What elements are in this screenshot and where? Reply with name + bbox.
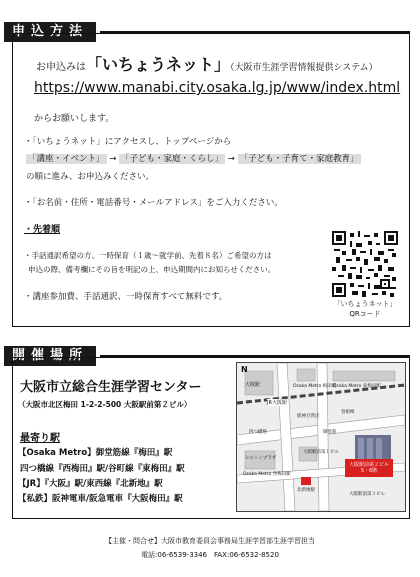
map-target-label: 大阪駅前第２ビル 5・6階 xyxy=(348,462,389,474)
intro-line xyxy=(36,52,378,75)
map-higashi-umeda: Osaka Metro 東梅田駅 xyxy=(333,384,381,389)
map-osaka-station: 大阪駅 xyxy=(245,382,261,388)
map-kitashinchi: 北新地駅 xyxy=(297,488,315,493)
footer-contact: 【主催・問合せ】大阪市教育委員会事務局生涯学習部生涯学習担当 xyxy=(105,537,315,545)
free-text: ・講座参加費、手話通訳、一時保育すべて無料です。 xyxy=(24,292,228,302)
qr-caption-1: 「いちょうネット」 xyxy=(333,300,397,308)
category-path xyxy=(26,152,361,164)
map-metro-umeda: Osaka Metro 梅田駅 xyxy=(293,384,337,389)
venue-heading: 開催場所 xyxy=(4,346,96,366)
step1b-text: の順に進み、お申込みください。 xyxy=(26,172,155,182)
map-yotsubashi: 四つ橋筋 xyxy=(249,430,267,435)
nearest-station-label: 最寄り駅 xyxy=(20,433,60,444)
category-2: 「子ども・家庭・くらし」 xyxy=(121,154,224,164)
station-line-1: 【Osaka Metro】御堂筋線『梅田』駅 xyxy=(18,448,173,458)
map-hanshin: 阪神百貨店 xyxy=(297,414,320,419)
map-hilton: ヒルトンプラザ xyxy=(245,456,277,461)
map-jr-tozai: JR大阪駅 xyxy=(267,400,287,406)
note1-text: ・手話通訳希望の方、一時保育（１歳～就学前、先着８名）ご希望の方は xyxy=(24,251,272,260)
map-north: N xyxy=(241,365,248,374)
station-line-2: 四つ橋線『西梅田』駅/谷町線『東梅田』駅 xyxy=(20,464,185,474)
arrow-1: → xyxy=(109,154,117,164)
map-midosuji: 御堂筋 xyxy=(323,430,337,435)
map-sonezaki: 曽根崎 xyxy=(341,410,355,415)
map-daisan: 大阪駅前第３ビル xyxy=(349,492,385,497)
footer-phone: 電話:06-6539-3346 FAX:06-6532-8520 xyxy=(141,551,279,559)
service-name: 「いちょうネット」 xyxy=(86,55,231,74)
station-line-4: 【私鉄】阪神電車/阪急電車『大阪梅田』駅 xyxy=(18,494,183,504)
step2-text: ・「お名前・住所・電話番号・メールアドレス」をご入力ください。 xyxy=(24,198,283,208)
qr-caption-2: QRコード xyxy=(349,310,381,318)
venue-address: （大阪市北区梅田 1-2-2-500 大阪駅前第２ビル） xyxy=(18,400,192,409)
qr-code[interactable] xyxy=(332,231,398,297)
apply-heading: 申込方法 xyxy=(4,22,96,42)
access-map xyxy=(236,362,406,512)
station-line-3: 【JR】『大阪』駅/東西線『北新地』駅 xyxy=(18,479,163,489)
category-3: 「子ども・子育て・家庭教育」 xyxy=(239,154,359,164)
ichou-net-link[interactable]: https://www.manabi.city.osaka.lg.jp/www/index.html xyxy=(34,80,401,96)
service-note: （大阪市生涯学習情報提供システム） xyxy=(230,63,378,73)
note2-text: 申込の際、備考欄にその旨を明記の上、申込期間内にお知らせください。 xyxy=(28,265,276,274)
step1-text: ・「いちょうネット」にアクセスし、トップページから xyxy=(24,137,232,147)
venue-name: 大阪市立総合生涯学習センター xyxy=(20,380,202,395)
request-text: からお願いします。 xyxy=(34,114,115,124)
arrow-2: → xyxy=(227,154,235,164)
map-daiichi: 大阪駅前第１ビル xyxy=(303,450,339,455)
map-nishi-umeda: Osaka Metro 西梅田駅 xyxy=(243,472,291,477)
first-come-text: ・先着順 xyxy=(24,225,61,235)
intro-prefix: お申込みは xyxy=(36,62,86,73)
category-1: 「講座・イベント」 xyxy=(28,154,105,164)
